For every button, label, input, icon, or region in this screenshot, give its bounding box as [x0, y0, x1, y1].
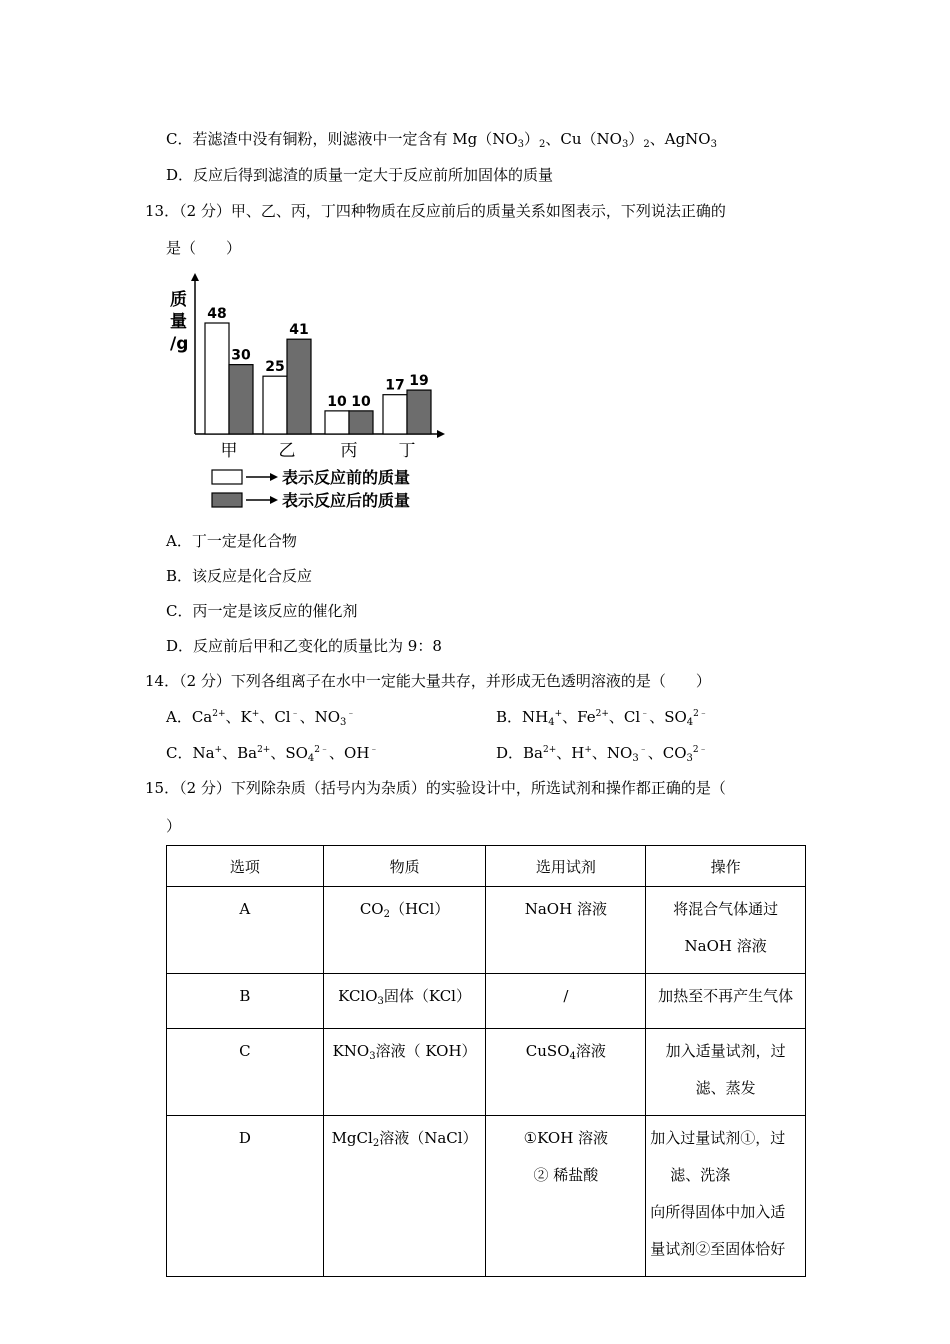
- table-header: 物质: [323, 846, 486, 887]
- cell-operation: 加热至不再产生气体: [646, 974, 806, 1029]
- bar-value-label: 48: [207, 306, 227, 322]
- cell-operation: 加入适量试剂，过 滤、蒸发: [646, 1029, 806, 1116]
- legend-label: 表示反应前的质量: [282, 468, 411, 487]
- q14-option-d: D．$Ba^{2+}$、H+、$NO_3^﹣$、$CO_3^{2﹣}$: [496, 744, 708, 764]
- q13-stem-cont: 是（ ）: [166, 239, 242, 257]
- bar: [287, 339, 311, 434]
- table-header: 选用试剂: [486, 846, 646, 887]
- bar-value-label: 10: [327, 393, 347, 410]
- table-row: [167, 974, 806, 1029]
- legend-arrow-head: [270, 473, 278, 481]
- legend-arrow-head: [270, 496, 278, 504]
- bar-value-label: 17: [385, 377, 405, 394]
- bar-value-label: 30: [231, 347, 251, 364]
- table-row: [167, 887, 806, 974]
- cell-material: KClO$_3$固体（KCl）: [323, 974, 486, 1029]
- q13-stem: 13．（2 分）甲、乙、丙，丁四种物质在反应前后的质量关系如图表示，下列说法正确的: [145, 202, 726, 220]
- q14-option-c: C．Na+、$Ba^{2+}$、$SO_4^{2﹣}$、OH﹣: [166, 744, 379, 764]
- category-label: 丙: [340, 441, 358, 461]
- q14-stem: 14．（2 分）下列各组离子在水中一定能大量共存，并形成无色透明溶液的是（ ）: [145, 672, 711, 690]
- cell-reagent: CuSO$_4$溶液: [486, 1029, 646, 1116]
- cell-reagent: /: [486, 974, 646, 1029]
- cell-option: C: [167, 1029, 324, 1116]
- category-label: 乙: [278, 441, 296, 461]
- table-row: [167, 1116, 806, 1277]
- q12-option-d: D．反应后得到滤渣的质量一定大于反应前所加固体的质量: [166, 166, 554, 184]
- q15-stem: 15．（2 分）下列除杂质（括号内为杂质）的实验设计中，所选试剂和操作都正确的是（: [145, 779, 726, 797]
- bar: [349, 411, 373, 434]
- cell-option: D: [167, 1116, 324, 1277]
- y-axis-label: /g: [170, 334, 189, 354]
- cell-operation: 加入过量试剂①，过 滤、洗涤 向所得固体中加入适 量试剂②至固体恰好: [646, 1116, 806, 1277]
- bar-value-label: 25: [265, 359, 285, 376]
- bar: [205, 323, 229, 434]
- q13-option-a: A．丁一定是化合物: [166, 532, 297, 550]
- bar-value-label: 41: [289, 322, 309, 339]
- cell-option: B: [167, 974, 324, 1029]
- bar-value-label: 10: [351, 393, 371, 410]
- bar: [407, 390, 431, 434]
- cell-option: A: [167, 887, 324, 974]
- y-axis-label: 质: [170, 290, 187, 310]
- bar-value-label: 19: [409, 373, 429, 390]
- y-axis-label: 量: [170, 312, 187, 332]
- cell-operation: 将混合气体通过 NaOH 溶液: [646, 887, 806, 974]
- category-label: 丁: [398, 441, 416, 461]
- table-row: [167, 1029, 806, 1116]
- table-header: 选项: [167, 846, 324, 887]
- legend-swatch: [212, 470, 242, 484]
- y-axis-arrow: [191, 273, 199, 281]
- q14-option-b: B．$NH_4^+$、$Fe^{2+}$、Cl﹣、$SO_4^{2﹣}$: [496, 708, 708, 728]
- bar: [229, 365, 253, 434]
- q14-option-a: A．$Ca^{2+}$、K+、Cl﹣、$NO_3^﹣$: [166, 708, 356, 728]
- cell-material: MgCl$_2$溶液（NaCl）: [323, 1116, 486, 1277]
- cell-reagent: ①KOH 溶液 ② 稀盐酸: [486, 1116, 646, 1277]
- q13-option-b: B．该反应是化合反应: [166, 567, 313, 585]
- q15-stem-cont: ）: [166, 817, 182, 835]
- q13-option-c: C．丙一定是该反应的催化剂: [166, 602, 358, 620]
- category-label: 甲: [220, 441, 238, 461]
- bar: [325, 411, 349, 434]
- x-axis-arrow: [437, 430, 445, 438]
- impurity-removal-table: [166, 845, 806, 1277]
- q13-option-d: D．反应前后甲和乙变化的质量比为 9：8: [166, 637, 442, 655]
- bar: [263, 376, 287, 434]
- cell-reagent: NaOH 溶液: [486, 887, 646, 974]
- mass-bar-chart: [160, 265, 460, 515]
- table-header-row: [167, 846, 806, 887]
- bar: [383, 395, 407, 434]
- table-header: 操作: [646, 846, 806, 887]
- cell-material: $KNO_3$溶液（ KOH）: [323, 1029, 486, 1116]
- legend-swatch: [212, 493, 242, 507]
- cell-material: $CO_2(HCl)$: [323, 887, 486, 974]
- legend-label: 表示反应后的质量: [282, 491, 411, 510]
- q12-option-c: C．若滤渣中没有铜粉，则滤液中一定含有 $Mg(NO_3)_2$、$Cu(NO_3)_2$、AgNO$_3$: [166, 130, 717, 150]
